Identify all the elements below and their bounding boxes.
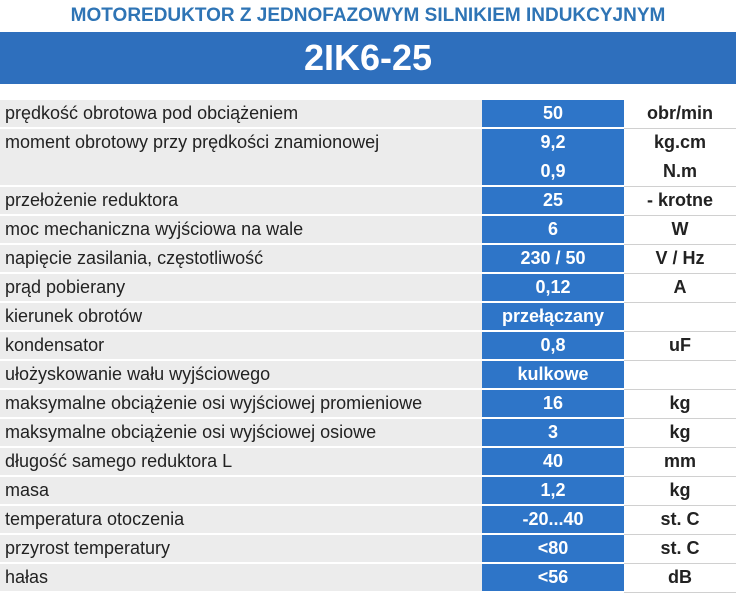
spec-unit-cell	[624, 274, 736, 303]
spec-value: kulkowe	[517, 364, 589, 384]
document-title: MOTOREDUKTOR Z JEDNOFAZOWYM SILNIKIEM INDUKCYJNYM	[0, 0, 736, 32]
spec-value: 25	[542, 190, 564, 210]
spec-unit: V / Hz	[655, 248, 705, 268]
spec-unit-cell	[624, 564, 736, 593]
spec-unit: kg	[669, 393, 691, 413]
spec-row	[0, 448, 736, 477]
spec-label: maksymalne obciążenie osi wyjściowej osiowe	[0, 419, 482, 448]
spec-value-cell	[482, 100, 624, 129]
spacer	[0, 84, 736, 100]
spec-value: 0,8	[540, 335, 566, 355]
spec-unit-cell	[624, 100, 736, 129]
spec-row	[0, 332, 736, 361]
spec-value-cell	[482, 506, 624, 535]
spec-value-cell	[482, 448, 624, 477]
spec-unit: dB	[668, 567, 692, 587]
spec-value-cell	[482, 535, 624, 564]
spec-value-cell	[482, 419, 624, 448]
spec-unit: A	[673, 277, 687, 297]
spec-value-cell	[482, 216, 624, 245]
spec-unit: kg	[669, 422, 691, 442]
spec-label: ułożyskowanie wału wyjściowego	[0, 361, 482, 390]
spec-unit-cell	[624, 332, 736, 361]
spec-row	[0, 187, 736, 216]
spec-unit: kg.cm	[653, 132, 707, 152]
spec-value: <80	[537, 538, 569, 558]
spec-unit-cell	[624, 216, 736, 245]
spec-unit: - krotne	[646, 190, 713, 210]
spec-value: 3	[547, 422, 558, 442]
spec-label: maksymalne obciążenie osi wyjściowej promieniowe	[0, 390, 482, 419]
spec-label: kierunek obrotów	[0, 303, 482, 332]
spec-label: temperatura otoczenia	[0, 506, 482, 535]
spec-value: 9,2	[540, 132, 566, 152]
spec-row	[0, 477, 736, 506]
spec-row	[0, 216, 736, 245]
spec-row	[0, 245, 736, 274]
spec-value: 6	[547, 219, 558, 239]
model-banner: 2IK6-25	[0, 32, 736, 84]
spec-label: kondensator	[0, 332, 482, 361]
spec-unit-cell	[624, 129, 736, 187]
spec-unit-cell	[624, 187, 736, 216]
spec-value: 40	[542, 451, 564, 471]
spec-value-cell	[482, 564, 624, 593]
spec-label: przyrost temperatury	[0, 535, 482, 564]
spec-unit-cell	[624, 535, 736, 564]
spec-row	[0, 390, 736, 419]
spec-unit: N.m	[662, 161, 697, 181]
spec-unit: st. C	[660, 509, 700, 529]
spec-value: 1,2	[540, 480, 566, 500]
spec-value-cell	[482, 274, 624, 303]
spec-unit-cell	[624, 361, 736, 390]
spec-unit: st. C	[660, 538, 700, 558]
spec-unit-cell	[624, 245, 736, 274]
spec-row	[0, 535, 736, 564]
spec-row	[0, 100, 736, 129]
spec-value: 0,12	[535, 277, 571, 297]
spec-unit-cell	[624, 477, 736, 506]
spec-row	[0, 303, 736, 332]
spec-value: -20...40	[522, 509, 584, 529]
spec-table	[0, 100, 736, 593]
spec-value: 230 / 50	[520, 248, 586, 268]
spec-label: hałas	[0, 564, 482, 593]
spec-label: moment obrotowy przy prędkości znamionowej	[0, 129, 482, 187]
spec-value-cell	[482, 361, 624, 390]
spec-unit: mm	[663, 451, 696, 471]
spec-value-cell	[482, 303, 624, 332]
spec-label: przełożenie reduktora	[0, 187, 482, 216]
spec-label: prędkość obrotowa pod obciążeniem	[0, 100, 482, 129]
spec-row	[0, 274, 736, 303]
spec-label: długość samego reduktora L	[0, 448, 482, 477]
spec-value: 0,9	[540, 161, 566, 181]
spec-value: <56	[537, 567, 569, 587]
spec-unit-cell	[624, 303, 736, 332]
spec-label: napięcie zasilania, częstotliwość	[0, 245, 482, 274]
spec-value-cell	[482, 245, 624, 274]
spec-unit: obr/min	[647, 103, 713, 123]
spec-unit-cell	[624, 390, 736, 419]
spec-row	[0, 361, 736, 390]
spec-value-cell	[482, 187, 624, 216]
spec-value-cell	[482, 477, 624, 506]
spec-row	[0, 419, 736, 448]
spec-unit: uF	[669, 335, 691, 355]
spec-label: masa	[0, 477, 482, 506]
spec-row	[0, 129, 736, 187]
spec-unit-cell	[624, 419, 736, 448]
spec-unit: W	[671, 219, 689, 239]
spec-label: moc mechaniczna wyjściowa na wale	[0, 216, 482, 245]
spec-value: 16	[542, 393, 564, 413]
spec-label: prąd pobierany	[0, 274, 482, 303]
spec-value-cell	[482, 129, 624, 187]
spec-value: 50	[542, 103, 564, 123]
spec-unit-cell	[624, 448, 736, 477]
spec-value: przełączany	[501, 306, 605, 326]
spec-unit	[624, 303, 736, 332]
spec-row	[0, 564, 736, 593]
spec-unit: kg	[669, 480, 691, 500]
spec-unit-cell	[624, 506, 736, 535]
spec-unit	[624, 361, 736, 390]
spec-row	[0, 506, 736, 535]
spec-value-cell	[482, 390, 624, 419]
spec-value-cell	[482, 332, 624, 361]
